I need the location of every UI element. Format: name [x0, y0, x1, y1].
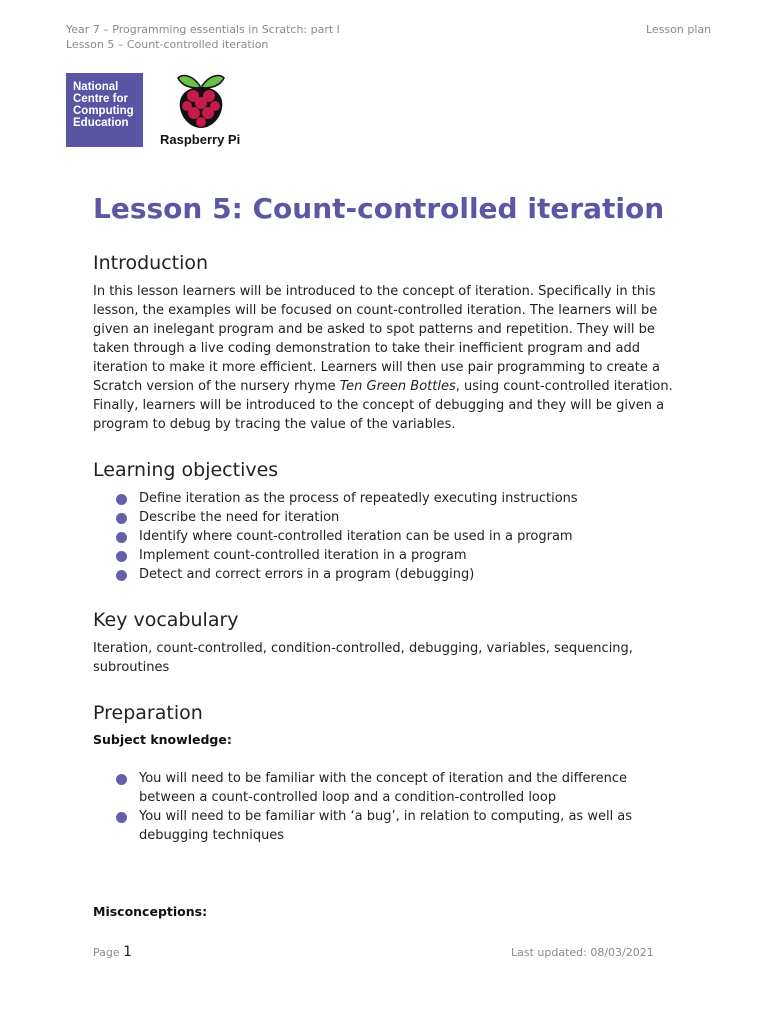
list-item [93, 527, 678, 546]
raspberry-pi-icon [174, 72, 228, 130]
bullet-icon [116, 551, 127, 562]
list-item-text: Identify where count-controlled iteration can be used in a program [139, 529, 573, 544]
bullet-icon [116, 774, 127, 785]
vocabulary-heading: Key vocabulary [93, 609, 239, 631]
page-number-value: 1 [123, 944, 133, 960]
page-title: Lesson 5: Count-controlled iteration [93, 192, 665, 225]
introduction-heading: Introduction [93, 252, 209, 274]
list-item-text: You will need to be familiar with ‘a bug’, in relation to computing, as well as debugging techniques [139, 809, 633, 843]
list-item [93, 546, 678, 565]
preparation-list [93, 769, 678, 845]
list-item [93, 489, 678, 508]
list-item-text: Detect and correct errors in a program (debugging) [139, 567, 475, 582]
header-course: Year 7 – Programming essentials in Scratch: part I [66, 23, 340, 36]
list-item-text: Describe the need for iteration [139, 510, 340, 525]
introduction-text [93, 282, 678, 434]
header-lesson: Lesson 5 – Count-controlled iteration [66, 38, 269, 51]
list-item-text: Define iteration as the process of repeatedly executing instructions [139, 491, 578, 506]
bullet-icon [116, 513, 127, 524]
list-item [93, 769, 678, 807]
intro-text-part: , using count-controlled iteration. Finally, learners will be introduced to the concept of debugging and they will be given a program to debug by tracing the value of the variables. [93, 379, 673, 432]
list-item [93, 508, 678, 527]
rhyme-title: Ten Green Bottles [339, 379, 456, 394]
bullet-icon [116, 532, 127, 543]
last-updated: Last updated: 08/03/2021 [511, 946, 654, 959]
vocabulary-text: Iteration, count-controlled, condition-controlled, debugging, variables, sequencing, subroutines [93, 641, 633, 675]
list-item-text: Implement count-controlled iteration in a program [139, 548, 467, 563]
misconceptions-label: Misconceptions: [93, 904, 208, 919]
intro-text-part: In this lesson learners will be introduced to the concept of iteration. Specifically in this lesson, the examples will be focused on count-controlled iteration. The learners will be given an inelegant program and be asked to spot patterns and repetition. They will be taken through a live coding demonstration to take their inefficient program and add iteration to make it more efficient. Learners will then use pair programming to create a Scratch version of the nursery rhyme [93, 284, 660, 394]
ncce-logo: National Centre for Computing Education [66, 73, 143, 147]
page-label: Page [93, 946, 120, 959]
page-number [93, 944, 132, 960]
bullet-icon [116, 570, 127, 581]
bullet-icon [116, 812, 127, 823]
objectives-heading: Learning objectives [93, 459, 279, 481]
list-item [93, 807, 678, 845]
objectives-list [93, 489, 678, 584]
raspberry-pi-logo-text: Raspberry Pi [160, 132, 241, 147]
list-item [93, 565, 678, 584]
preparation-heading: Preparation [93, 702, 203, 724]
subject-knowledge-label: Subject knowledge: [93, 732, 232, 747]
header-doc-type: Lesson plan [646, 23, 712, 36]
bullet-icon [116, 494, 127, 505]
list-item-text: You will need to be familiar with the concept of iteration and the difference between a count-controlled loop and a condition-controlled loop [139, 771, 627, 805]
